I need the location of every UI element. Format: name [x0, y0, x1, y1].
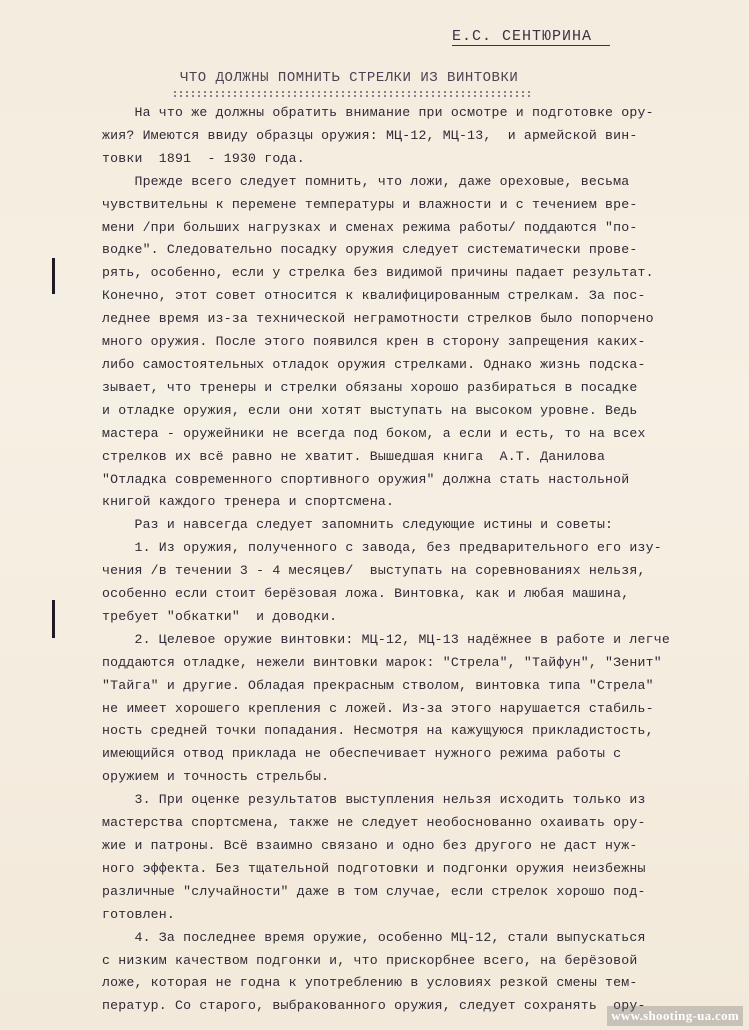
text-line: жия? Имеются ввиду образцы оружия: МЦ-12, МЦ-13, и армейской вин-	[102, 127, 638, 143]
text-line: особенно если стоит берёзовая ложа. Винтовка, как и любая машина,	[102, 586, 630, 602]
text-line: 1. Из оружия, полученного с завода, без предварительного его изу-	[102, 540, 662, 556]
text-line: ность средней точки попадания. Несмотря на кажущуюся прикладистость,	[102, 723, 654, 739]
text-line: имеющийся отвод приклада не обеспечивает нужного режима работы с	[102, 746, 622, 762]
text-line: рять, особенно, если у стрелка без видимой причины падает результат.	[102, 265, 654, 281]
text-line: На что же должны обратить внимание при осмотре и подготовке ору-	[102, 105, 654, 120]
text-line: Прежде всего следует помнить, что ложи, даже ореховые, весьма	[102, 173, 630, 189]
text-line: стрелков их всё равно не хватит. Вышедшая книга А.Т. Данилова	[102, 448, 606, 464]
text-line: ного эффекта. Без тщательной подготовки и подгонки оружия неизбежны	[102, 860, 646, 876]
title-dotted-underline	[172, 90, 532, 98]
text-line: леднее время из-за технической неграмотности стрелков было попорчено	[102, 311, 654, 327]
binding-hole-mark	[52, 258, 55, 294]
text-line: жие и патроны. Всё взаимно связано и одно без другого не даст нуж-	[102, 838, 638, 853]
text-line: мени /при больших нагрузках и сменах режима работы/ поддаются "по-	[102, 219, 638, 235]
text-line: поддаются отладке, нежели винтовки марок: "Стрела", "Тайфун", "Зенит"	[102, 654, 662, 670]
watermark: www.shooting-ua.com	[607, 1006, 743, 1026]
text-line: ложе, которая не годна к употреблению в условиях резкой смены тем-	[102, 975, 638, 991]
author-underline	[452, 45, 610, 46]
text-line: 3. При оценке результатов выступления нельзя исходить только из	[102, 792, 646, 808]
text-line: чения /в течении 3 - 4 месяцев/ выступать на соревнованиях нельзя,	[102, 563, 646, 579]
text-line: Раз и навсегда следует запомнить следующие истины и советы:	[102, 517, 614, 533]
binding-hole-mark	[52, 600, 55, 638]
text-line: "Отладка современного спортивного оружия" должна стать настольной	[102, 471, 630, 487]
text-line: оружием и точность стрельбы.	[102, 769, 330, 785]
text-line: готовлен.	[102, 906, 176, 922]
text-line: мастера - оружейники не всегда под боком, а если и есть, то на всех	[102, 425, 646, 441]
document-title: ЧТО ДОЛЖНЫ ПОМНИТЬ СТРЕЛКИ ИЗ ВИНТОВКИ	[180, 70, 519, 86]
text-line: книгой каждого тренера и спортсмена.	[102, 494, 395, 510]
text-line: ператур. Со старого, выбракованного оружия, следует сохранять ору-	[102, 998, 646, 1014]
author-name: Е.С. СЕНТЮРИНА	[452, 28, 593, 45]
text-line: различные "случайности" даже в том случае, если стрелок хорошо под-	[102, 883, 646, 899]
text-line: чувствительны к перемене температуры и влажности и с течением вре-	[102, 196, 638, 212]
text-line: водке". Следовательно посадку оружия следует систематически прове-	[102, 242, 638, 258]
text-line: требует "обкатки" и доводки.	[102, 608, 338, 624]
text-line: 2. Целевое оружие винтовки: МЦ-12, МЦ-13 надёжнее в работе и легче	[102, 631, 670, 647]
text-line: "Тайга" и другие. Обладая прекрасным стволом, винтовка типа "Стрела"	[102, 677, 654, 693]
text-line: товки 1891 - 1930 года.	[102, 150, 305, 166]
body-text	[102, 102, 712, 1018]
text-line: мастерства спортсмена, также не следует необоснованно охаивать ору-	[102, 815, 646, 831]
text-line: с низким качеством подгонки и, что прискорбнее всего, на берёзовой	[102, 952, 638, 968]
text-line: Конечно, этот совет относится к квалифицированным стрелкам. За пос-	[102, 288, 646, 304]
text-line: либо самостоятельных отладок оружия стрелками. Однако жизнь подска-	[102, 356, 646, 372]
text-line: не имеет хорошего крепления с ложей. Из-за этого нарушается стабиль-	[102, 700, 654, 716]
text-line: и отладке оружия, если они хотят выступать на высоком уровне. Ведь	[102, 402, 638, 418]
text-line: зывает, что тренеры и стрелки обязаны хорошо разбираться в посадке	[102, 379, 638, 395]
text-line: много оружия. После этого появился крен в сторону запрещения каких-	[102, 334, 646, 350]
text-line: 4. За последнее время оружие, особенно МЦ-12, стали выпускаться	[102, 929, 646, 945]
